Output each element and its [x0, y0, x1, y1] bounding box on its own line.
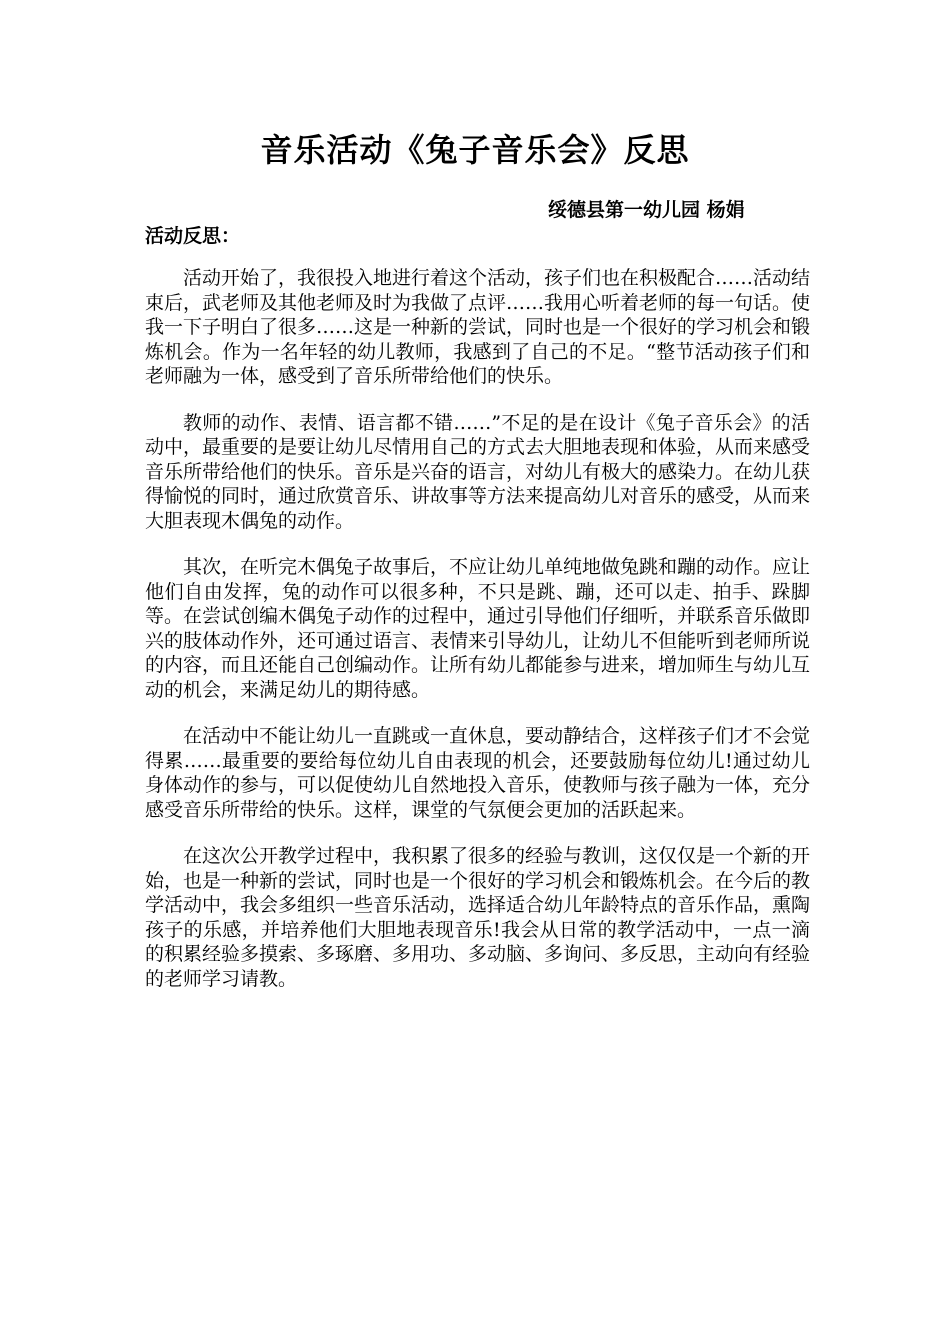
paragraph: 活动开始了，我很投入地进行着这个活动，孩子们也在积极配合……活动结束后，武老师及其他老师及时为我做了点评……我用心听着老师的每一句话。使我一下子明白了很多……这是一种新的尝试，同时也是一个很好的学习机会和锻炼机会。作为一名年轻的幼儿教师，我感到了自己的不足。“整节活动孩子们和老师融为一体，感受到了音乐所带给他们的快乐。: [145, 267, 811, 387]
author-line: 绥德县第一幼儿园 杨娟: [548, 199, 745, 221]
paragraph: 在活动中不能让幼儿一直跳或一直休息，要动静结合，这样孩子们才不会觉得累……最重要的要给每位幼儿自由表现的机会，还要鼓励每位幼儿!通过幼儿身体动作的参与，可以促使幼儿自然地投入音乐，使教师与孩子融为一体，充分感受音乐所带给的快乐。这样，课堂的气氛便会更加的活跃起来。: [145, 725, 811, 821]
paragraph: 教师的动作、表情、语言都不错……”不足的是在设计《兔子音乐会》的活动中，最重要的是要让幼儿尽情用自己的方式去大胆地表现和体验，从而来感受音乐所带给他们的快乐。音乐是兴奋的语言，对幼儿有极大的感染力。在幼儿获得愉悦的同时，通过欣赏音乐、讲故事等方法来提高幼儿对音乐的感受，从而来大胆表现木偶兔的动作。: [145, 411, 811, 532]
document-title: 音乐活动《兔子音乐会》反思: [260, 131, 690, 169]
document-body: [145, 266, 810, 1013]
paragraph: 其次，在听完木偶兔子故事后，不应让幼儿单纯地做兔跳和蹦的动作。应让他们自由发挥，兔的动作可以很多种，不只是跳、蹦，还可以走、拍手、跺脚等。在尝试创编木偶兔子动作的过程中，通过引导他们仔细听，并联系音乐做即兴的肢体动作外，还可通过语言、表情来引导幼儿，让幼儿不但能听到老师所说的内容，而且还能自己创编动作。让所有幼儿都能参与进来，增加师生与幼儿互动的机会，来满足幼儿的期待感。: [145, 556, 811, 701]
paragraph: 在这次公开教学过程中，我积累了很多的经验与教训，这仅仅是一个新的开始，也是一种新的尝试，同时也是一个很好的学习机会和锻炼机会。在今后的教学活动中，我会多组织一些音乐活动，选择适合幼儿年龄特点的音乐作品，熏陶孩子的乐感，并培养他们大胆地表现音乐!我会从日常的教学活动中，一点一滴的积累经验多摸索、多琢磨、多用功、多动脑、多询问、多反思，主动向有经验的老师学习请教。: [145, 845, 811, 990]
section-heading: 活动反思：: [145, 225, 241, 247]
